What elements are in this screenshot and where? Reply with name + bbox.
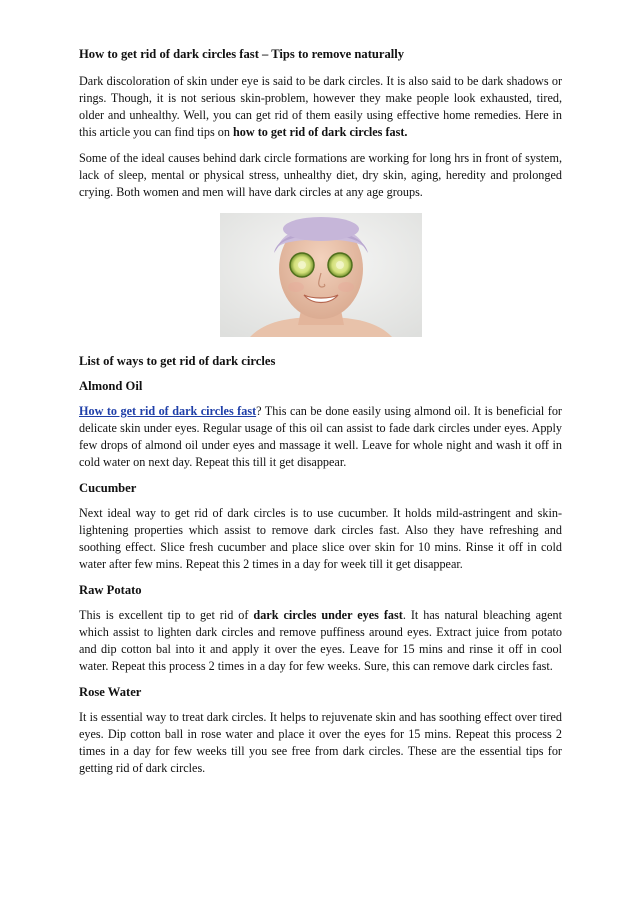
raw-potato-heading: Raw Potato (79, 583, 142, 597)
intro-paragraph-1-bold: how to get rid of dark circles fast. (233, 125, 408, 139)
almond-oil-paragraph (79, 403, 562, 471)
almond-oil-text: ? This can be done easily using almond oil. It is beneficial for delicate skin under eyes. Regular usage of this oil can assist to fade dark circles under eyes. Apply few drops of almond oil under eyes and massage it well. Leave for whole night and wash it off in cold water on next day. Repeat this till it get disappear. (79, 404, 562, 469)
raw-potato-bold: dark circles under eyes fast (253, 608, 403, 622)
intro-paragraph-1 (79, 73, 562, 141)
cucumber-face-photo (220, 213, 422, 337)
intro-paragraph-2: Some of the ideal causes behind dark circle formations are working for long hrs in front of system, lack of sleep, mental or physical stress, unhealthy diet, dry skin, aging, heredity and prolonged crying. Both women and men will have dark circles at any age groups. (79, 151, 562, 199)
almond-oil-heading: Almond Oil (79, 379, 143, 393)
dark-circles-link[interactable]: How to get rid of dark circles fast (79, 404, 257, 418)
raw-potato-text-after: . It has natural bleaching agent which assist to lighten dark circles and remove puffiness around eyes. Extract juice from potato and dip cotton bal into it and apply it over the eyes. Leave for 15 mins and rinse it off in cool water. Repeat this process 2 times in a day for few weeks. Sure, this can remove dark circles fast. (79, 608, 562, 673)
cucumber-paragraph: Next ideal way to get rid of dark circles is to use cucumber. It holds mild-astringent and skin-lightening properties which assist to remove dark circles fast. Also they have refreshing and soothing effect. Slice fresh cucumber and place slice over skin for 10 mins. Rinse it off in cold water after few mins. Repeat this 2 times in a day for week till it get disappear. (79, 506, 562, 571)
raw-potato-text-before: This is excellent tip to get rid of (79, 608, 254, 622)
rose-water-paragraph: It is essential way to treat dark circles. It helps to rejuvenate skin and has soothing effect over tired eyes. Dip cotton ball in rose water and place it over the eyes for 15 mins. Repeat this process 2 times in a day for few weeks till you see free from dark circles. These are the essential tips for getting rid of dark circles. (79, 710, 562, 775)
cucumber-heading: Cucumber (79, 481, 137, 495)
rose-water-heading: Rose Water (79, 685, 142, 699)
list-heading: List of ways to get rid of dark circles (79, 354, 276, 368)
raw-potato-paragraph (79, 607, 562, 675)
intro-paragraph-1-text: Dark discoloration of skin under eye is said to be dark circles. It is also said to be dark shadows or rings. Though, it is not serious skin-problem, however they make people look exhausted, tired, older and unhealthy. Well, you can get rid of them easily using effective home remedies. Here in this article you can find tips on (79, 74, 562, 139)
article-title: How to get rid of dark circles fast – Tips to remove naturally (79, 47, 405, 61)
